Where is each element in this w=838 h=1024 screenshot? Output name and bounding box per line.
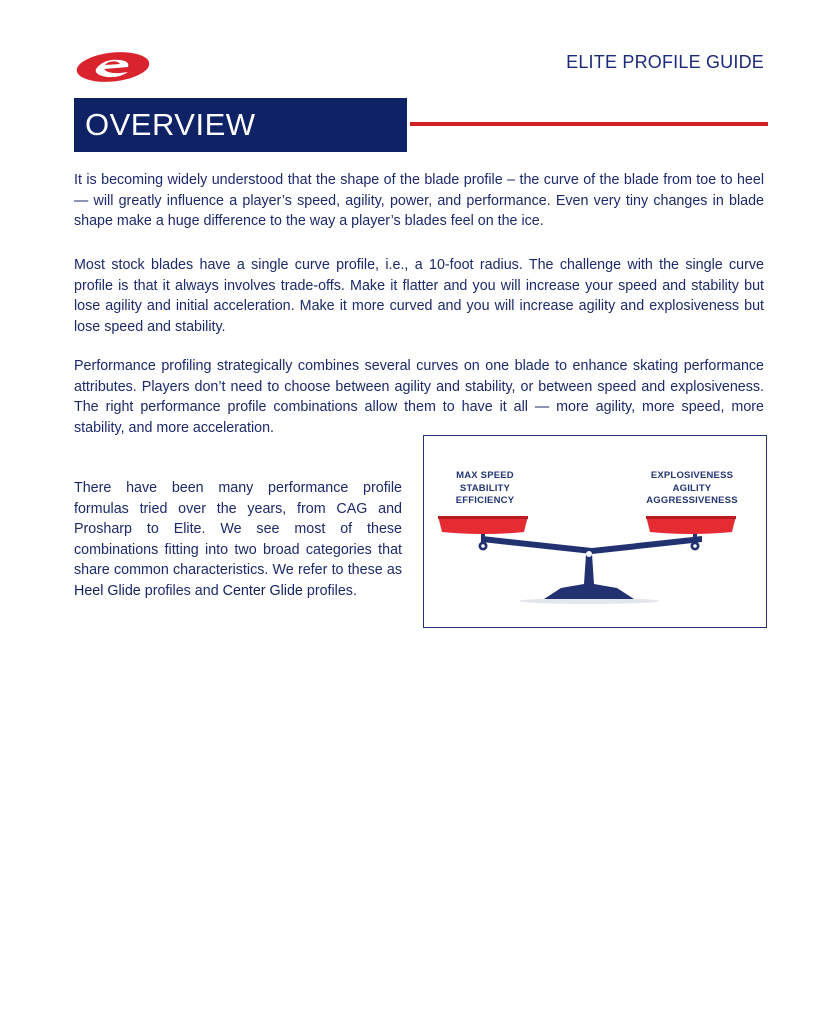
balance-scale-icon xyxy=(424,436,768,629)
paragraph-performance-profiling xyxy=(74,356,764,438)
section-title: OVERVIEW xyxy=(85,107,256,142)
p4-text-c: profiles. xyxy=(302,582,357,599)
section-divider xyxy=(410,122,768,126)
label-efficiency: EFFICIENCY xyxy=(455,495,515,506)
document-title: ELITE PROFILE GUIDE xyxy=(566,52,764,72)
label-agility: AGILITY xyxy=(672,482,712,494)
label-max-speed: MAX SPEED xyxy=(456,470,514,481)
center-glide-highlight: Center Glide xyxy=(222,582,303,599)
paragraph-profile-categories xyxy=(74,478,402,601)
section-title-bar xyxy=(74,98,407,152)
label-aggressiveness: AGGRESSIVENESS xyxy=(646,495,738,506)
elite-logo xyxy=(74,50,152,84)
label-explosiveness: EXPLOSIVENESS xyxy=(650,470,734,481)
paragraph-performance-profiling-text: Performance profiling strategically combines several curves on one blade to enhance skating performance attributes. Players don’t need to choose between agility and stability, or between speed and explosiveness. The right performance profile combinations allow them to have it all — more agility, more speed, more stability, and more acceleration. xyxy=(74,358,764,436)
label-stability: STABILITY xyxy=(459,482,511,494)
heel-glide-highlight: Heel Glide xyxy=(74,582,141,599)
p4-text-a: There have been many performance profile formulas tried over the years, from CAG and Prosharp to Elite. We see most of these combinations fitting into two broad categories that share common characteristics. We refer to these as xyxy=(74,480,402,578)
paragraph-single-curve: Most stock blades have a single curve profile, i.e., a 10-foot radius. The challenge with the single curve profile is that it always involves trade-offs. Make it flatter and you will increase your speed and stability but lose agility and initial acceleration. Make it more curved and you will increase agility and explosiveness but lose speed and stability. xyxy=(74,257,764,335)
balance-scale-figure xyxy=(423,435,767,628)
p4-text-b: profiles and xyxy=(140,582,223,599)
paragraph-intro: It is becoming widely understood that the shape of the blade profile – the curve of the blade from toe to heel — will greatly influence a player’s speed, agility, power, and performance. Even very tiny changes in blade shape make a huge difference to the way a player’s blades feel on the ice. xyxy=(74,172,764,229)
